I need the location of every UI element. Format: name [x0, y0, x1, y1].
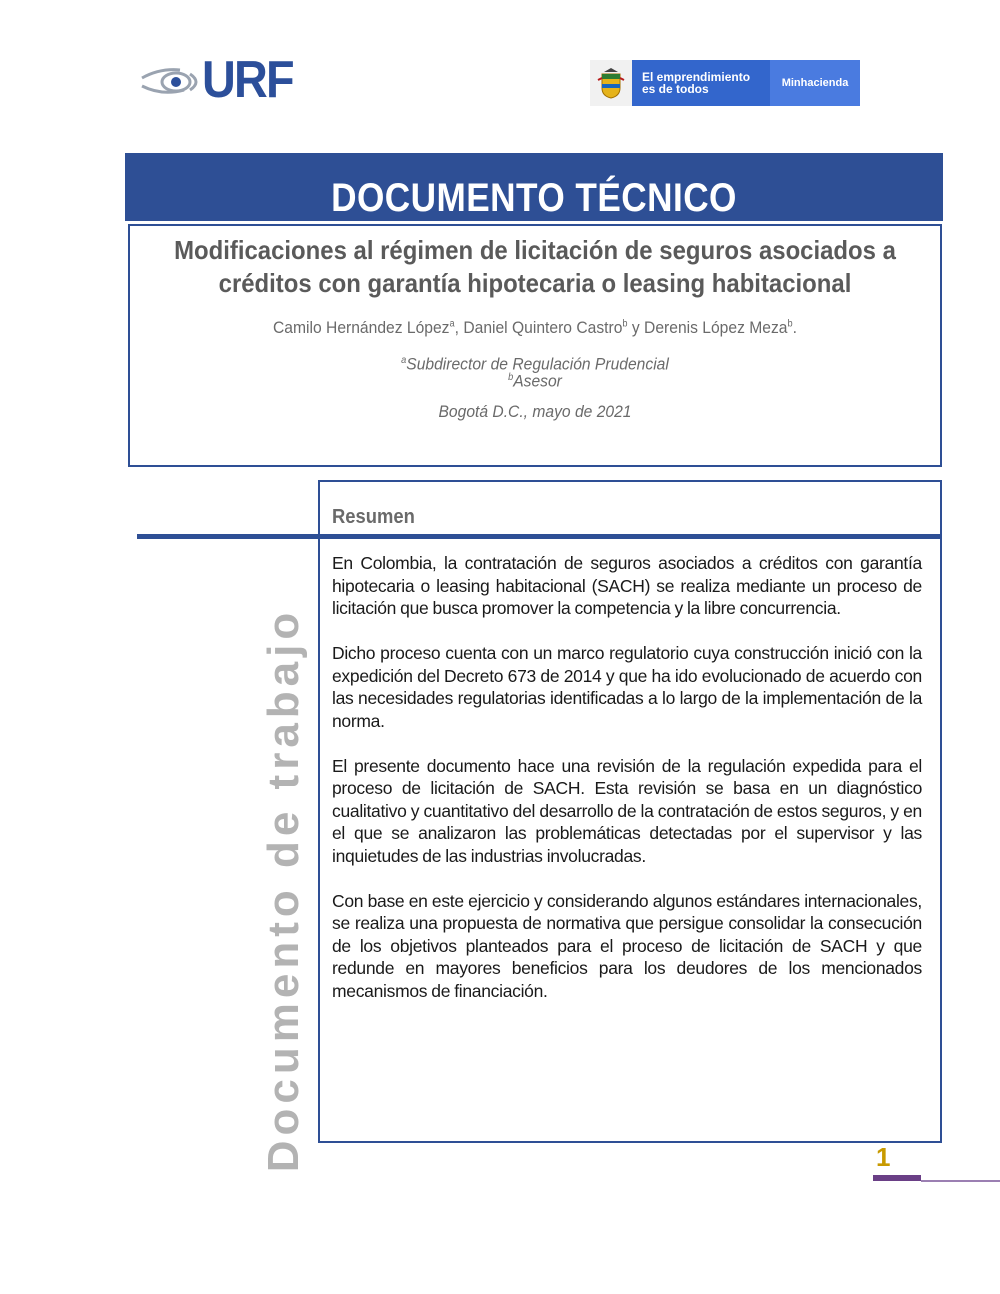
page-number-rule: [873, 1175, 921, 1181]
affiliation-1-sup: a: [401, 355, 407, 366]
document-title: [172, 234, 899, 300]
summary-paragraph: En Colombia, la contratación de seguros asociados a créditos con garantía hipotecaria o leasing habitacional (SACH) se realiza mediante un proceso de licitación que busca promover la competencia y la libre concurrencia.: [332, 553, 922, 618]
colombia-coat-of-arms-icon: [590, 60, 632, 106]
side-label: Documento de trabajo: [259, 607, 308, 1173]
urf-logo-text: URF: [202, 51, 293, 109]
authors: [162, 318, 907, 338]
document-title-line1: Modificaciones al régimen de licitación de seguros asociados a: [174, 235, 896, 265]
summary-box: [318, 480, 942, 1143]
document-type: DOCUMENTO TÉCNICO: [331, 176, 737, 220]
author-2: , Daniel Quintero Castro: [454, 318, 623, 337]
ministry-label: [770, 60, 860, 106]
author-3-sup: b: [787, 318, 793, 330]
gov-slogan-line1: El emprendimiento: [642, 70, 751, 84]
author-1-sup: a: [449, 318, 455, 330]
summary-heading: Resumen: [332, 506, 415, 528]
place-date: Bogotá D.C., mayo de 2021: [438, 402, 632, 421]
affiliation-1-text: Subdirector de Regulación Prudencial: [406, 354, 669, 374]
ministry-name: Minhacienda: [781, 77, 849, 89]
gov-slogan: [632, 60, 770, 106]
government-banner: [590, 60, 860, 106]
affiliation-2: [162, 369, 907, 390]
page-number-rule-thin: [921, 1180, 1000, 1182]
affiliation-2-text: Asesor: [513, 371, 562, 391]
gov-slogan-line2: es de todos: [642, 82, 709, 96]
author-3: y Derenis López Meza: [627, 318, 788, 337]
summary-paragraph: Con base en este ejercicio y considerando algunos estándares internacionales, se realiza una propuesta de normativa que persigue consolidar la consecución de los objetivos planteados para el proceso de licitación de SACH y que redunde en mayores beneficios para los deudores de los mencionados mecanismos de financiación.: [332, 890, 922, 1001]
author-2-sup: b: [622, 318, 628, 330]
header-box: [128, 224, 942, 467]
author-1: Camilo Hernández López: [273, 318, 450, 337]
document-title-line2: créditos con garantía hipotecaria o leasing habitacional: [218, 268, 852, 298]
summary-body: [332, 552, 922, 1025]
urf-logo: [140, 51, 300, 109]
affiliation-2-sup: b: [508, 372, 514, 383]
summary-paragraph: El presente documento hace una revisión de la regulación expedida para el proceso de licitación de SACH. Esta revisión se basa en un diagnóstico cualitativo y cuantitativo del desarrollo de la contratación de estos seguros, y en el que se analizaron las problemáticas detectadas por el supervisor y las inquietudes de las industrias involucradas.: [332, 755, 922, 866]
summary-paragraph: Dicho proceso cuenta con un marco regulatorio cuya construcción inició con la expedición del Decreto 673 de 2014 y que ha ido evolucionado de acuerdo con las necesidades regulatorias identificadas a lo largo de la implementación de la norma.: [332, 643, 922, 731]
document-type-band: [125, 153, 943, 221]
page-number: 1: [876, 1142, 891, 1172]
authors-end: .: [792, 318, 797, 337]
